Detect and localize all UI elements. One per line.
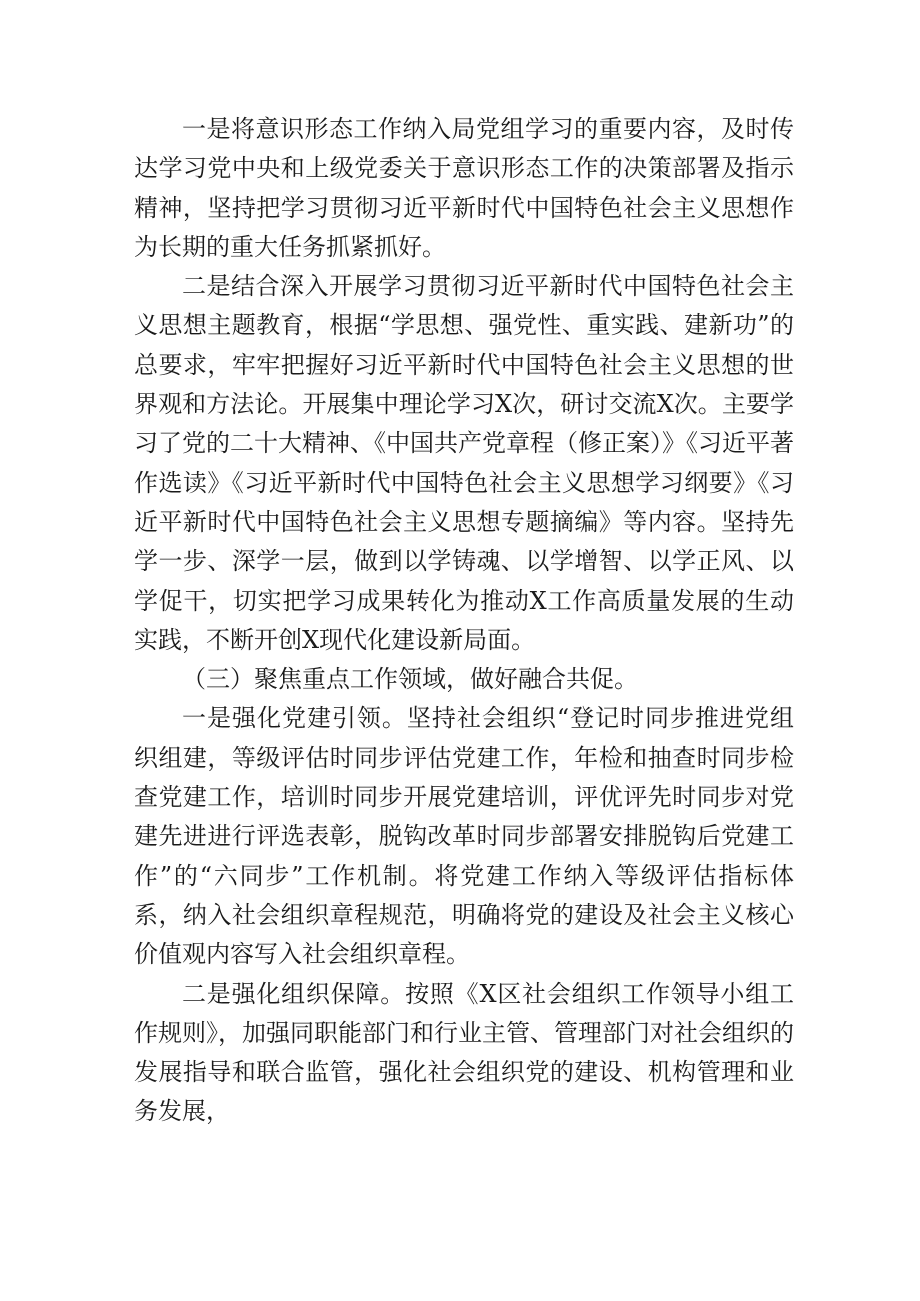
paragraph-organization-support: 二是强化组织保障。按照《X区社会组织工作领导小组工作规则》，加强同职能部门和行业主管、管理部门对社会组织的发展指导和联合监管，强化社会组织党的建设、机构管理和业务发展，: [134, 979, 794, 1126]
section-heading-three: （三）聚焦重点工作领域，做好融合共促。: [182, 665, 638, 694]
paragraph-party-leadership: 一是强化党建引领。坚持社会组织“登记时同步推进党组织组建，等级评估时同步评估党建工作，年检和抽查时同步检查党建工作，培训时同步开展党建培训，评优评先时同步对党建先进进行评选表彰，脱钩改革时同步部署安排脱钩后党建工作”的“六同步”工作机制。将党建工作纳入等级评估指标体系，纳入社会组织章程规范，明确将党的建设及社会主义核心价值观内容写入社会组织章程。: [134, 704, 794, 969]
document-body: [134, 110, 794, 1132]
paragraph-theme-education: 二是结合深入开展学习贯彻习近平新时代中国特色社会主义思想主题教育，根据“学思想、强党性、重实践、建新功”的总要求，牢牢把握好习近平新时代中国特色社会主义思想的世界观和方法论。开展集中理论学习X次，研讨交流X次。主要学习了党的二十大精神、《中国共产党章程（修正案）》《习近平著作选读》《习近平新时代中国特色社会主义思想学习纲要》《习近平新时代中国特色社会主义思想专题摘编》等内容。坚持先学一步、深学一层，做到以学铸魂、以学增智、以学正风、以学促干，切实把学习成果转化为推动X工作高质量发展的生动实践，不断开创X现代化建设新局面。: [134, 272, 794, 654]
paragraph-study-ideology: 一是将意识形态工作纳入局党组学习的重要内容，及时传达学习党中央和上级党委关于意识形态工作的决策部署及指示精神，坚持把学习贯彻习近平新时代中国特色社会主义思想作为长期的重大任务抓紧抓好。: [134, 115, 794, 261]
